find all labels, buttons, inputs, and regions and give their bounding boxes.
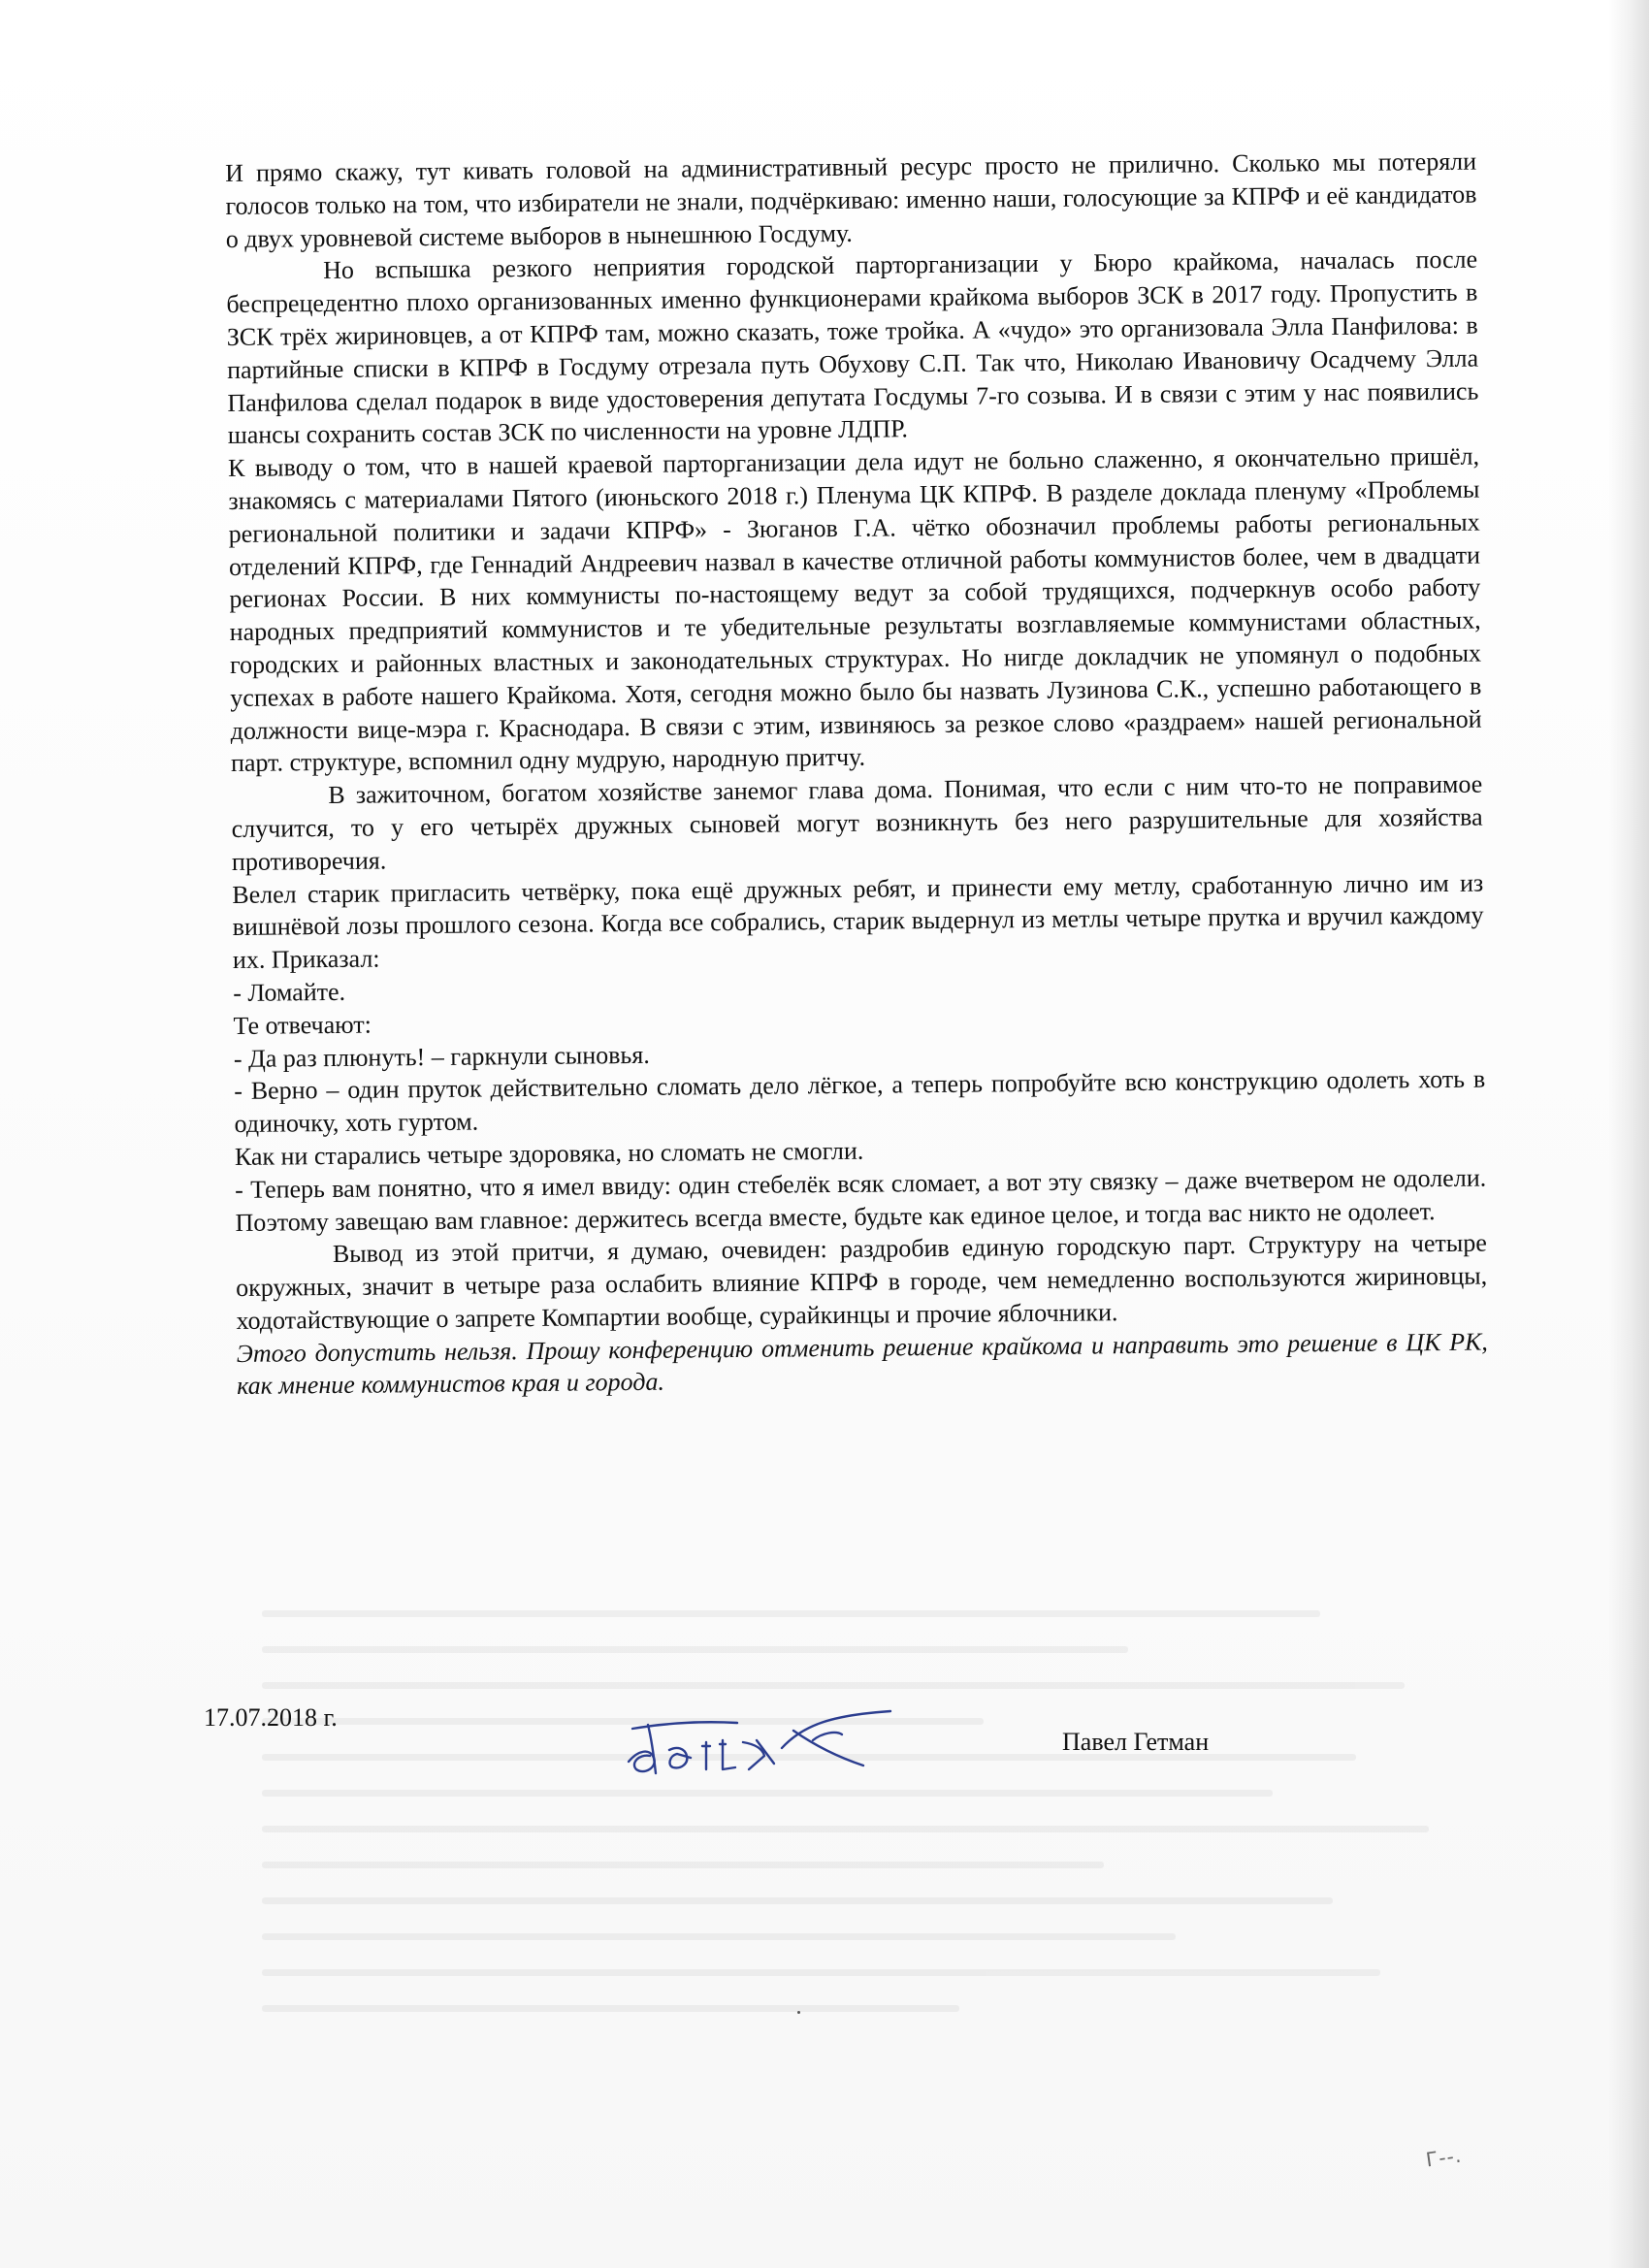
- handwritten-signature: [609, 1686, 900, 1793]
- paragraph-parable-broom: Велел старик пригласить четвёрку, пока ещё дружных ребят, и принести ему метлу, сработанную лично им из вишнёвой лозы прошлого сезона. Когда все собрались, старик выдернул из метлы четыре прутка и вручил каждому их. Приказал:: [232, 868, 1484, 975]
- document-date: 17.07.2018 г.: [204, 1703, 338, 1732]
- paragraph-parable-moral: - Теперь вам понятно, что я имел ввиду: один стебелёк всяк сломает, а вот эту связку – даже вчетвером не одолели. Поэтому завещаю вам главное: держитесь всегда вместе, будьте как единое целое, и тогда вас никто не одолеет.: [235, 1163, 1487, 1237]
- reverse-side-showthrough: [262, 1610, 1465, 2066]
- paragraph-parable-sons: - Да раз плюнуть! – гаркнули сыновья.: [233, 1040, 650, 1073]
- paragraph-parable-intro: В зажиточном, богатом хозяйстве занемог глава дома. Понимая, что если с ним что-то не поправимое случится, то у его четырёх дружных сыновей могут возникнуть без него разрушительные для хозяйства противоречия.: [231, 769, 1483, 876]
- paragraph-parable-break: - Ломайте.: [233, 977, 346, 1007]
- paragraph-admin-resource: И прямо скажу, тут кивать головой на административный ресурс просто не прилично. Сколько мы потеряли голосов только на том, что избиратели не знали, подчёркиваю: именно наши, голосующие за КПРФ и её кандидатов о двух уровневой системе выборов в нынешнюю Госдуму.: [225, 146, 1477, 253]
- paragraph-zsk-elections: Но вспышка резкого неприятия городской парторганизации у Бюро крайкома, началась после беспрецедентно плохо организованных именно функционерами крайкома выборов ЗСК в 2017 году. Пропустить в ЗСК трёх жириновцев, а от КПРФ там, можно сказать, тоже тройка. А «чудо» это организовала Элла Панфилова: в партийные списки в КПРФ в Госдуму отрезала путь Обухову С.П. Так что, Николаю Ивановичу Осадчему Элла Панфилова сделал подарок в виде удостоверения депутата Госдумы 7-го созыва. И в связи с этим у нас появились шансы сохранить состав ЗСК по численности на уровне ЛДПР.: [226, 245, 1479, 450]
- signer-name: Павел Гетман: [1062, 1728, 1210, 1756]
- paragraph-request: Этого допустить нельзя. Прошу конференцию отменить решение крайкома и направить это решение в ЦК РК, как мнение коммунистов края и города.: [236, 1327, 1488, 1401]
- paragraph-parable-whole: - Верно – один пруток действительно сломать дело лёгкое, а теперь попробуйте всю конструкцию одолеть хоть в одиночку, хоть гуртом.: [234, 1064, 1486, 1139]
- paragraph-plenum-report: К выводу о том, что в нашей краевой парторганизации дела идут не больно слаженно, я окончательно пришёл, знакомясь с материалами Пятого (июньского 2018 г.) Пленума ЦК КПРФ. В разделе доклада пленуму «Проблемы региональной политики и задачи КПРФ» - Зюганов Г.А. чётко обозначил проблемы работы региональных отделений КПРФ, где Геннадий Андреевич назвал в качестве отличной работы коммунистов более, чем в двадцати регионах России. В них коммунисты по-настоящему ведут за собой трудящихся, подчеркнув особо работу народных предприятий коммунистов и те убедительные результаты возглавляемые коммунистами областных, городских и районных властных и законодательных структурах. Но нигде докладчик не упомянул о подобных успехах в работе нашего Крайкома. Хотя, сегодня можно было бы назвать Лузинова С.К., успешно работающего в должности вице-мэра г. Краснодара. В связи с этим, извиняюсь за резкое слово «раздраем» нашей региональной парт. структуре, вспомнил одну мудрую, народную притчу.: [227, 441, 1482, 778]
- paragraph-parable-answer: Те отвечают:: [233, 1010, 372, 1040]
- paragraph-parable-failed: Как ни старались четыре здоровяка, но сломать не смогли.: [234, 1136, 864, 1171]
- scan-speck: [797, 2011, 800, 2014]
- paragraph-conclusion: Вывод из этой притчи, я думаю, очевиден: раздробив единую городскую парт. Структуру на четыре окружных, значит в четыре раза ослабить влияние КПРФ в городе, чем немедленно воспользуются жириновцы, ходотайствующие о запрете Компартии вообще, сурайкинцы и прочие яблочники.: [236, 1228, 1488, 1335]
- scan-edge-shadow: [1608, 0, 1649, 2268]
- letter-body: [225, 146, 1488, 1404]
- faint-margin-mark: Г--.: [1424, 2143, 1464, 2172]
